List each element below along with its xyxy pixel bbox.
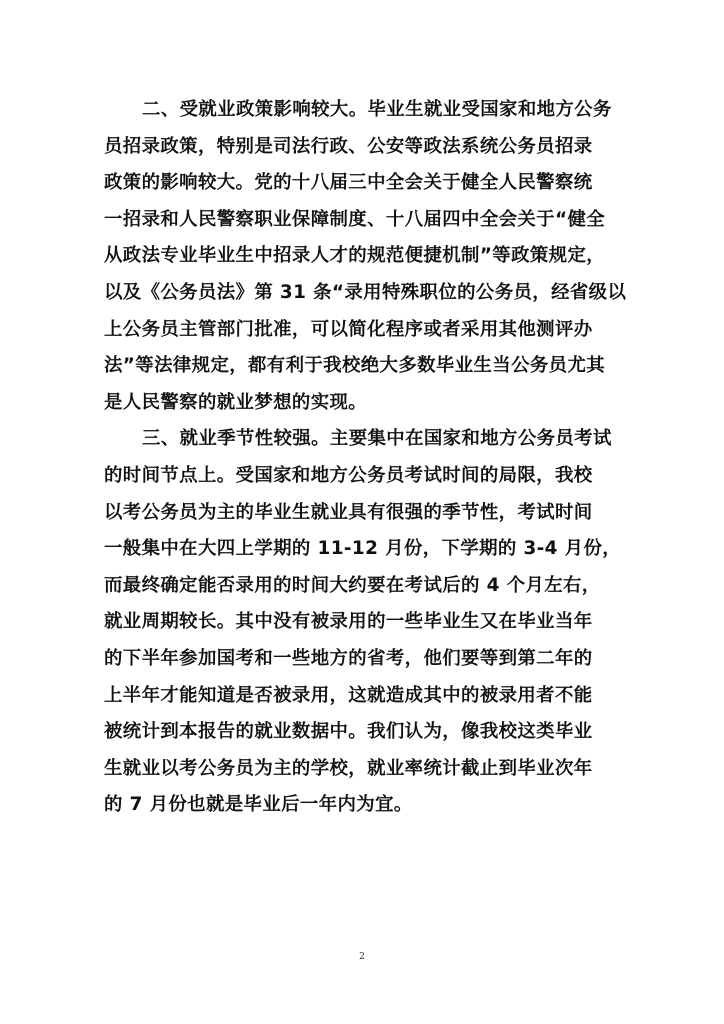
text-line: 而最终确定能否录用的时间大约要在考试后的 4 个月左右， (104, 574, 601, 596)
text-line: 从政法专业毕业生中招录人才的规范便捷机制”等政策规定， (104, 245, 606, 267)
text-line: 上半年才能知道是否被录用，这就造成其中的被录用者不能 (104, 684, 593, 706)
document-body (104, 92, 644, 824)
text-line: 法”等法律规定，都有利于我校绝大多数毕业生当公务员尤其 (104, 355, 606, 377)
text-line: 政策的影响较大。党的十八届三中全会关于健全人民警察统 (104, 172, 593, 194)
text-line: 以考公务员为主的毕业生就业具有很强的季节性，考试时间 (104, 501, 593, 523)
text-line: 的 7 月份也就是毕业后一年内为宜。 (104, 794, 413, 816)
text-line: 员招录政策，特别是司法行政、公安等政法系统公务员招录 (104, 135, 593, 157)
paragraph-2-heading-line: 二、受就业政策影响较大。毕业生就业受国家和地方公务 (142, 99, 612, 120)
paragraph-3-heading-line: 三、就业季节性较强。主要集中在国家和地方公务员考试 (142, 428, 612, 450)
text-line: 以及《公务员法》第 31 条“录用特殊职位的公务员，经省级以 (104, 281, 627, 303)
text-line: 的下半年参加国考和一些地方的省考，他们要等到第二年的 (104, 647, 593, 669)
text-line: 生就业以考公务员为主的学校，就业率统计截止到毕业次年 (104, 757, 593, 779)
text-line: 是人民警察的就业梦想的实现。 (104, 391, 368, 413)
page-number: 2 (359, 952, 365, 962)
text-line: 上公务员主管部门批准，可以简化程序或者采用其他测评办 (104, 318, 593, 340)
text-line: 一招录和人民警察职业保障制度、十八届四中全会关于“健全 (104, 208, 606, 230)
text-line: 就业周期较长。其中没有被录用的一些毕业生又在毕业当年 (104, 611, 593, 633)
text-line: 一般集中在大四上学期的 11-12 月份，下学期的 3-4 月份， (104, 538, 622, 560)
text-line: 的时间节点上。受国家和地方公务员考试时间的局限，我校 (104, 464, 593, 486)
text-line: 被统计到本报告的就业数据中。我们认为，像我校这类毕业 (104, 721, 593, 743)
